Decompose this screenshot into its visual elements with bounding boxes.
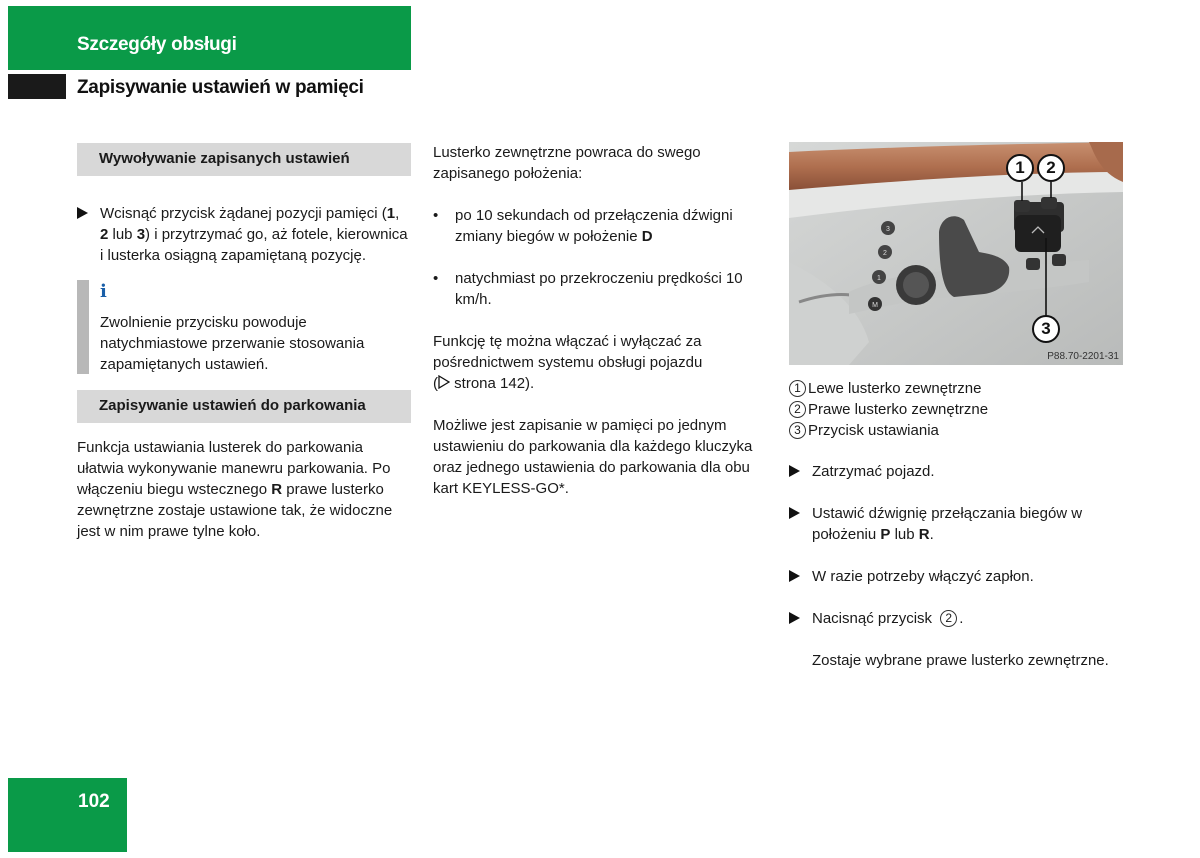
svg-text:M: M (872, 302, 878, 309)
system-paragraph: Funkcję tę można włączać i wyłączać za pośrednictwem systemu obsługi pojazdu ( strona 142). (433, 333, 703, 392)
result-text: Zostaje wybrane prawe lusterko zewnętrzne. (812, 652, 1109, 669)
legend (789, 378, 1123, 441)
legend-number: 3 (789, 422, 806, 439)
subheading-recall: Wywoływanie zapisanych ustawień (77, 143, 411, 176)
section-title: Szczegóły obsługi (77, 34, 237, 55)
step-gear-selector: Ustawić dźwignię przełączania biegów w położeniu P lub R. (789, 503, 1123, 545)
step-arrow-icon (789, 570, 800, 582)
step-ignition: W razie potrzeby włączyć zapłon. (789, 566, 1123, 587)
step-text: Wcisnąć przycisk żądanej pozycji pamięci (1, 2 lub 3) i przytrzymać go, aż fotele, kierownica i lusterka osiągną zapamiętaną pozycję. (100, 205, 408, 264)
return-paragraph: Lusterko zewnętrzne powraca do swego zapisanego położenia: (433, 144, 701, 182)
header-black-marker (8, 74, 66, 99)
page-number: 102 (78, 791, 110, 812)
parking-paragraph: Funkcja ustawiania lusterek do parkowania ułatwia wykonywanie manewru parkowania. Po włączeniu biegu wstecznego R prawe lusterko zewnętrzne zostaje ustawione tak, że widoczne jest w nim prawe tylne koło. (77, 439, 393, 540)
callout-3: 3 (1032, 315, 1060, 343)
step-stop-vehicle: Zatrzymać pojazd. (789, 461, 1123, 482)
button-number: 2 (940, 610, 957, 627)
callout-1: 1 (1006, 154, 1034, 182)
door-panel-photo (789, 142, 1123, 365)
legend-number: 2 (789, 401, 806, 418)
step-press-button: Nacisnąć przycisk 2 . (789, 608, 1123, 629)
callout-2: 2 (1037, 154, 1065, 182)
photo-code: P88.70-2201-31 (1047, 351, 1119, 362)
right-column (789, 142, 1123, 671)
legend-item: 2 Prawe lusterko zewnętrzne (789, 399, 1123, 420)
bullet-dot-icon: • (433, 270, 439, 287)
step-arrow-icon (789, 465, 800, 477)
note-bar (77, 280, 89, 374)
bullet-item: • po 10 sekundach od przełączenia dźwigni zmiany biegów w położenie D (433, 207, 733, 245)
svg-text:3: 3 (886, 226, 890, 233)
legend-number: 1 (789, 380, 806, 397)
door-panel-illustration (789, 142, 1123, 365)
step-arrow-icon (789, 507, 800, 519)
bullet-item: • natychmiast po przekroczeniu prędkości 10 km/h. (433, 270, 743, 308)
note-text: Zwolnienie przycisku powoduje natychmiastowe przerwanie stosowania zapamiętanych ustawień. (100, 314, 365, 373)
keyless-paragraph: Możliwe jest zapisanie w pamięci po jednym ustawieniu do parkowania dla każdego kluczyka oraz jednego ustawienia do parkowania dla obu kart KEYLESS-GO*. (433, 417, 753, 497)
legend-item: 1 Lewe lusterko zewnętrzne (789, 378, 1123, 399)
page-title: Zapisywanie ustawień w pamięci (77, 77, 364, 98)
page-reference-link[interactable]: strona 142). (454, 375, 535, 392)
step-arrow-icon (789, 612, 800, 624)
step-press-memory (77, 203, 411, 266)
left-column (77, 143, 411, 542)
svg-text:1: 1 (877, 275, 881, 282)
subheading-parking: Zapisywanie ustawień do parkowania (77, 390, 411, 423)
legend-item: 3 Przycisk ustawiania (789, 420, 1123, 441)
svg-text:2: 2 (883, 250, 887, 257)
info-icon: i (100, 281, 107, 302)
page-reference-icon (438, 374, 450, 388)
info-note (77, 280, 411, 375)
middle-column (433, 142, 767, 499)
bullet-dot-icon: • (433, 207, 439, 224)
step-arrow-icon (77, 207, 88, 219)
